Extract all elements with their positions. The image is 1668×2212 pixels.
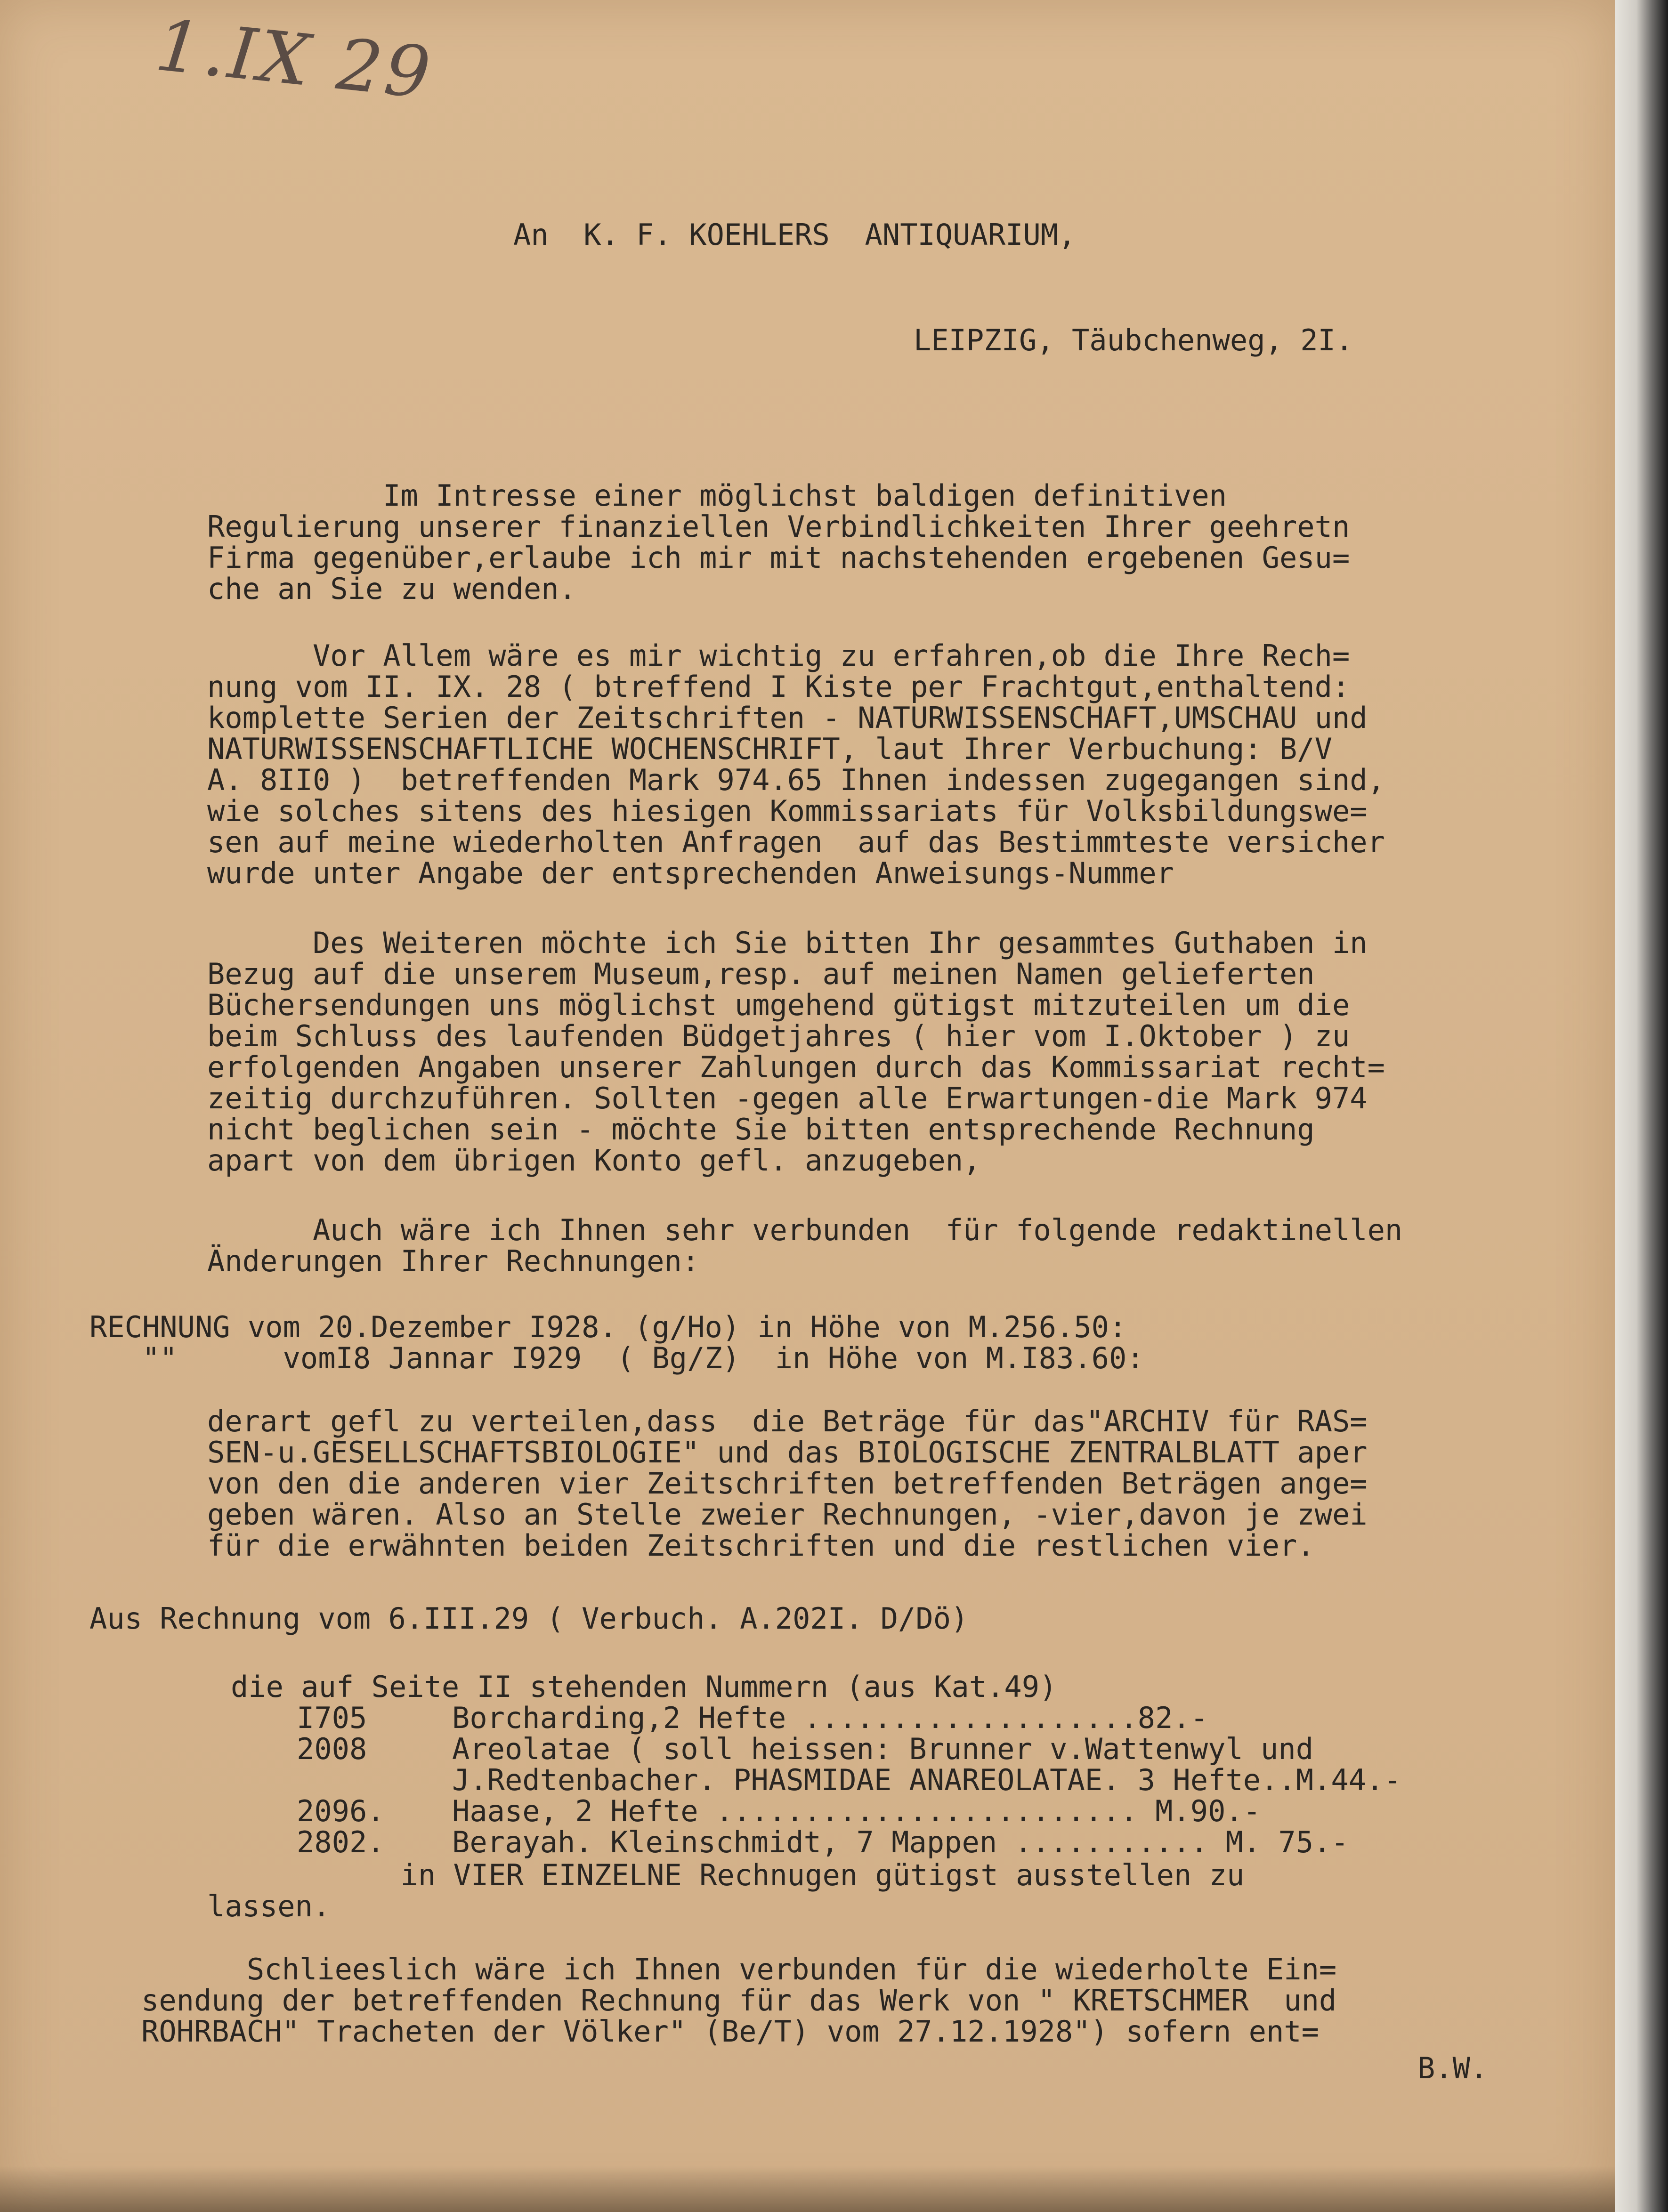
item-text: J.Redtenbacher. PHASMIDAE ANAREOLATAE. 3 Hefte..M.44.- xyxy=(452,1763,1401,1797)
item-text: Berayah. Kleinschmidt, 7 Mappen ........... M. 75.- xyxy=(452,1825,1349,1859)
text-line: Schlieeslich wäre ich Ihnen verbunden für die wiederholte Ein= xyxy=(141,1952,1337,1986)
paragraph-3 xyxy=(207,928,1385,1176)
address-line: LEIPZIG, Täubchenweg, 2I. xyxy=(914,323,1353,357)
text-line: von den die anderen vier Zeitschriften betreffenden Beträgen ange= xyxy=(207,1466,1368,1501)
paragraph-1 xyxy=(207,480,1350,605)
text-line: nicht beglichen sein - möchte Sie bitten entsprechende Rechnung xyxy=(207,1112,1315,1146)
text-line: SEN-u.GESELLSCHAFTSBIOLOGIE" und das BIOLOGISCHE ZENTRALBLATT aper xyxy=(207,1435,1368,1469)
text-line: Bezug auf die unserem Museum,resp. auf meinen Namen gelieferten xyxy=(207,957,1315,991)
text-line: Änderungen Ihrer Rechnungen: xyxy=(207,1244,700,1278)
item-number: 2802. xyxy=(297,1825,385,1859)
catalog-items xyxy=(297,1703,1401,1858)
invoice-line: RECHNUNG vom 20.Dezember I928. (g/Ho) in Höhe von M.256.50: xyxy=(89,1310,1127,1344)
text-line: Im Intresse einer möglichst baldigen definitiven xyxy=(207,478,1227,513)
text-line: nung vom II. IX. 28 ( btreffend I Kiste per Frachtgut,enthaltend: xyxy=(207,670,1350,704)
recipient-line: An K. F. KOEHLERS ANTIQUARIUM, xyxy=(513,218,1076,252)
text-line: zeitig durchzuführen. Sollten -gegen alle Erwartungen-die Mark 974 xyxy=(207,1081,1368,1115)
text-line: komplette Serien der Zeitschriften - NATURWISSENSCHAFT,UMSCHAU und xyxy=(207,701,1368,735)
text-line: wurde unter Angabe der entsprechenden Anweisungs-Nummer xyxy=(207,856,1174,890)
item-number: 2096. xyxy=(297,1794,385,1828)
text-line: NATURWISSENSCHAFTLICHE WOCHENSCHRIFT, laut Ihrer Verbuchung: B/V xyxy=(207,732,1332,766)
paragraph-5 xyxy=(207,1406,1368,1561)
text-line: beim Schluss des laufenden Büdgetjahres ( hier vom I.Oktober ) zu xyxy=(207,1019,1350,1053)
item-text: Areolatae ( soll heissen: Brunner v.Wattenwyl und xyxy=(452,1732,1314,1766)
text-line: derart gefl zu verteilen,dass die Beträge für das"ARCHIV für RAS= xyxy=(207,1404,1368,1438)
handwritten-date: 1.IX 29 xyxy=(152,4,437,115)
list-outro xyxy=(207,1860,1244,1922)
item-number: 2008 xyxy=(297,1732,367,1766)
text-line: A. 8II0 ) betreffenden Mark 974.65 Ihnen indessen zugegangen sind, xyxy=(207,763,1385,797)
text-line: geben wären. Also an Stelle zweier Rechnungen, -vier,davon je zwei xyxy=(207,1497,1368,1532)
item-text: Haase, 2 Hefte ........................ M.90.- xyxy=(452,1794,1261,1828)
text-line: Auch wäre ich Ihnen sehr verbunden für folgende redaktinellen xyxy=(207,1213,1403,1247)
catalog-item xyxy=(297,1734,1401,1765)
paragraph-4 xyxy=(207,1215,1402,1277)
text-line: für die erwähnten beiden Zeitschriften und die restlichen vier. xyxy=(207,1528,1315,1563)
catalog-item xyxy=(297,1796,1401,1827)
text-line: lassen. xyxy=(207,1889,331,1923)
item-text: Borcharding,2 Hefte ...................82.- xyxy=(452,1701,1208,1735)
text-line: Firma gegenüber,erlaube ich mir mit nachstehenden ergebenen Gesu= xyxy=(207,541,1350,575)
text-line: sen auf meine wiederholten Anfragen auf das Bestimmteste versicher xyxy=(207,825,1385,859)
text-line: wie solches sitens des hiesigen Kommissariats für Volksbildungswe= xyxy=(207,794,1368,828)
list-intro: die auf Seite II stehenden Nummern (aus Kat.49) xyxy=(231,1670,1057,1704)
invoice-lines xyxy=(89,1312,1144,1374)
catalog-item-continuation xyxy=(297,1765,1401,1796)
text-line: Regulierung unserer finanziellen Verbindlichkeiten Ihrer geehretn xyxy=(207,509,1350,544)
footer-mark: B.W. xyxy=(1417,2051,1488,2085)
text-line: Vor Allem wäre es mir wichtig zu erfahren,ob die Ihre Rech= xyxy=(207,638,1350,673)
text-line: erfolgenden Angaben unserer Zahlungen durch das Kommissariat recht= xyxy=(207,1050,1385,1084)
invoice-line: "" vomI8 Jannar I929 ( Bg/Z) in Höhe von M.I83.60: xyxy=(89,1341,1144,1375)
catalog-item xyxy=(297,1827,1401,1858)
text-line: che an Sie zu wenden. xyxy=(207,572,576,606)
closing-paragraph xyxy=(141,1954,1336,2047)
catalog-item xyxy=(297,1703,1401,1734)
paragraph-2 xyxy=(207,640,1385,889)
text-line: in VIER EINZELNE Rechnugen gütigst ausstellen zu xyxy=(207,1858,1245,1892)
text-line: sendung der betreffenden Rechnung für das Werk von " KRETSCHMER und xyxy=(141,1983,1337,2018)
text-line: apart von dem übrigen Konto gefl. anzugeben, xyxy=(207,1143,981,1178)
text-line: Des Weiteren möchte ich Sie bitten Ihr gesammtes Guthaben in xyxy=(207,926,1368,960)
page-edge-strip xyxy=(1615,0,1668,2212)
item-number: I705 xyxy=(297,1701,367,1735)
aus-rechnung-line: Aus Rechnung vom 6.III.29 ( Verbuch. A.202I. D/Dö) xyxy=(89,1601,969,1636)
text-line: ROHRBACH" Tracheten der Völker" (Be/T) vom 27.12.1928") sofern ent= xyxy=(141,2014,1319,2049)
item-number xyxy=(297,1765,452,1796)
text-line: Büchersendungen uns möglichst umgehend gütigst mitzuteilen um die xyxy=(207,988,1350,1022)
page-bottom-shadow xyxy=(0,2166,1615,2212)
